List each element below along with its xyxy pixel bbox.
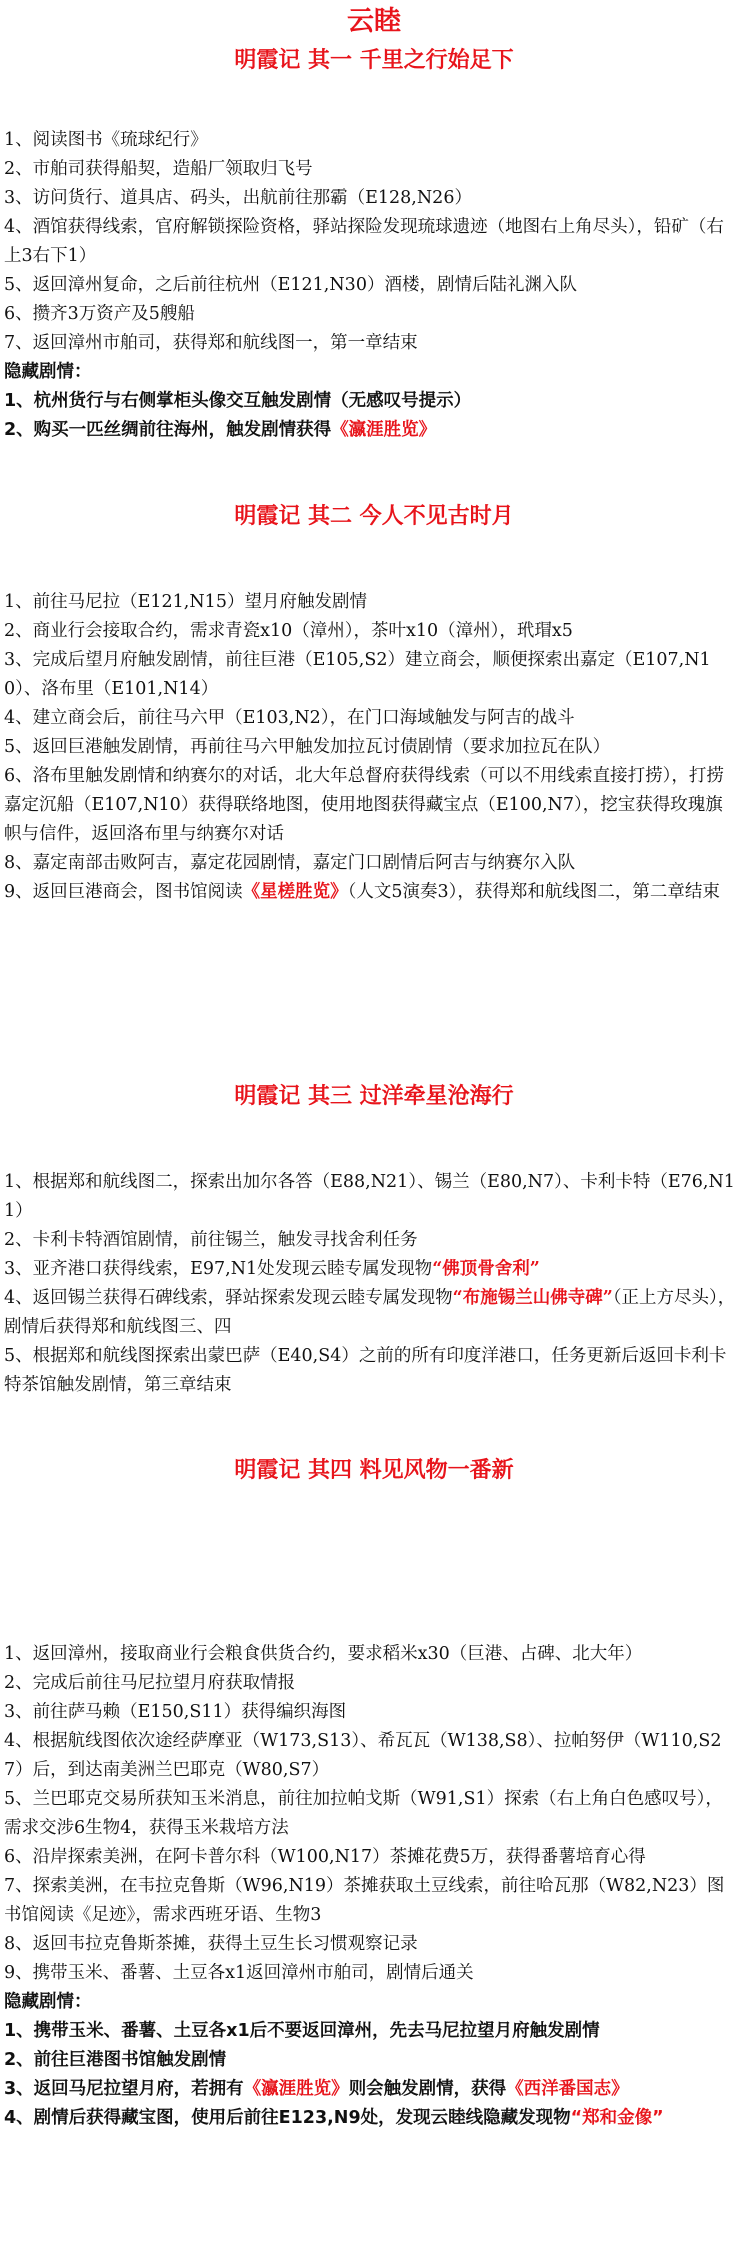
list-item: 8、返回韦拉克鲁斯茶摊，获得土豆生长习惯观察记录 <box>4 1934 418 1954</box>
hidden-plot-label: 隐藏剧情： <box>4 362 92 382</box>
chapter-1-heading: 明霞记 其一 千里之行始足下 <box>234 48 514 73</box>
list-item: 3、亚齐港口获得线索，E97,N1处发现云睦专属发现物“佛顶骨舍利” <box>4 1259 540 1279</box>
list-item: 6、攒齐3万资产及5艘船 <box>4 304 195 324</box>
book-highlight: 《瀛涯胜览》 <box>243 2079 349 2099</box>
list-item: 1、前往马尼拉（E121,N15）望月府触发剧情 <box>4 592 367 612</box>
page-title: 云睦 <box>347 6 401 37</box>
list-item: 3、完成后望月府触发剧情，前往巨港（E105,S2）建立商会，顺便探索出嘉定（E107,N10）、洛布里（E101,N14） <box>4 650 711 699</box>
hidden-item: 3、返回马尼拉望月府，若拥有《瀛涯胜览》则会触发剧情，获得《西洋番国志》 <box>4 2079 629 2099</box>
list-item: 5、兰巴耶克交易所获知玉米消息，前往加拉帕戈斯（W91,S1）探索（右上角白色感叹号），需求交涉6生物4，获得玉米栽培方法 <box>4 1789 723 1838</box>
book-highlight: 《瀛涯胜览》 <box>331 420 437 440</box>
discovery-highlight: “佛顶骨舍利” <box>432 1259 540 1279</box>
list-item: 5、返回巨港触发剧情，再前往马六甲触发加拉瓦讨债剧情（要求加拉瓦在队） <box>4 737 611 757</box>
list-item: 2、市舶司获得船契，造船厂领取归飞号 <box>4 159 313 179</box>
book-highlight: 《星槎胜览》 <box>242 882 348 902</box>
chapter-1-body <box>4 126 738 445</box>
hidden-item: 1、杭州货行与右侧掌柜头像交互触发剧情（无感叹号提示） <box>4 391 472 411</box>
chapter-2-body <box>4 588 738 907</box>
chapter-4-body <box>4 1640 738 2133</box>
list-item: 6、沿岸探索美洲，在阿卡普尔科（W100,N17）茶摊花费5万，获得番薯培育心得 <box>4 1847 646 1867</box>
chapter-3-body <box>4 1168 738 1400</box>
list-item: 1、阅读图书《琉球纪行》 <box>4 130 208 150</box>
list-item: 4、酒馆获得线索，官府解锁探险资格，驿站探险发现琉球遗迹（地图右上角尽头），铅矿（右上3右下1） <box>4 217 724 266</box>
list-item: 2、完成后前往马尼拉望月府获取情报 <box>4 1673 296 1693</box>
list-item: 4、返回锡兰获得石碑线索，驿站探索发现云睦专属发现物“布施锡兰山佛寺碑”（正上方尽头），剧情后获得郑和航线图三、四 <box>4 1288 736 1337</box>
chapter-3-heading: 明霞记 其三 过洋牵星沧海行 <box>234 1084 514 1109</box>
hidden-item: 4、剧情后获得藏宝图，使用后前往E123,N9处，发现云睦线隐藏发现物“郑和金像” <box>4 2108 664 2128</box>
list-item: 4、根据航线图依次途经萨摩亚（W173,S13）、希瓦瓦（W138,S8）、拉帕努伊（W110,S27）后，到达南美洲兰巴耶克（W80,S7） <box>4 1731 722 1780</box>
discovery-highlight: “郑和金像” <box>570 2108 664 2128</box>
list-item: 1、返回漳州，接取商业行会粮食供货合约，要求稻米x30（巨港、占碑、北大年） <box>4 1644 643 1664</box>
discovery-highlight: “布施锡兰山佛寺碑” <box>452 1288 613 1308</box>
list-item: 4、建立商会后，前往马六甲（E103,N2），在门口海域触发与阿吉的战斗 <box>4 708 575 728</box>
list-item: 7、探索美洲，在韦拉克鲁斯（W96,N19）茶摊获取土豆线索，前往哈瓦那（W82,N23）图书馆阅读《足迹》，需求西班牙语、生物3 <box>4 1876 725 1925</box>
hidden-plot-label: 隐藏剧情： <box>4 1992 92 2012</box>
list-item: 2、卡利卡特酒馆剧情，前往锡兰，触发寻找舍利任务 <box>4 1230 418 1250</box>
chapter-4-heading: 明霞记 其四 料见风物一番新 <box>234 1458 514 1483</box>
list-item: 8、嘉定南部击败阿吉，嘉定花园剧情，嘉定门口剧情后阿吉与纳赛尔入队 <box>4 853 576 873</box>
list-item: 3、访问货行、道具店、码头，出航前往那霸（E128,N26） <box>4 188 472 208</box>
chapter-2-heading: 明霞记 其二 今人不见古时月 <box>234 504 514 529</box>
hidden-item: 2、前往巨港图书馆触发剧情 <box>4 2050 227 2070</box>
list-item: 3、前往萨马赖（E150,S11）获得编织海图 <box>4 1702 347 1722</box>
list-item: 2、商业行会接取合约，需求青瓷x10（漳州），茶叶x10（漳州），玳瑁x5 <box>4 621 573 641</box>
list-item: 7、返回漳州市舶司，获得郑和航线图一，第一章结束 <box>4 333 418 353</box>
list-item: 1、根据郑和航线图二，探索出加尔各答（E88,N21）、锡兰（E80,N7）、卡利卡特（E76,N11） <box>4 1172 735 1221</box>
list-item: 9、携带玉米、番薯、土豆各x1返回漳州市舶司，剧情后通关 <box>4 1963 474 1983</box>
list-item: 6、洛布里触发剧情和纳赛尔的对话，北大年总督府获得线索（可以不用线索直接打捞），打捞嘉定沉船（E107,N10）获得联络地图，使用地图获得藏宝点（E100,N7），挖宝获得玫瑰旗帜与信件，返回洛布里与纳赛尔对话 <box>4 766 724 844</box>
hidden-item: 2、购买一匹丝绸前往海州，触发剧情获得《瀛涯胜览》 <box>4 420 437 440</box>
list-item: 5、返回漳州复命，之后前往杭州（E121,N30）酒楼，剧情后陆礼渊入队 <box>4 275 577 295</box>
hidden-item: 1、携带玉米、番薯、土豆各x1后不要返回漳州，先去马尼拉望月府触发剧情 <box>4 2021 600 2041</box>
list-item: 5、根据郑和航线图探索出蒙巴萨（E40,S4）之前的所有印度洋港口，任务更新后返回卡利卡特茶馆触发剧情，第三章结束 <box>4 1346 727 1395</box>
book-highlight: 《西洋番国志》 <box>506 2079 629 2099</box>
list-item: 9、返回巨港商会，图书馆阅读《星槎胜览》（人文5演奏3），获得郑和航线图二，第二章结束 <box>4 882 720 902</box>
